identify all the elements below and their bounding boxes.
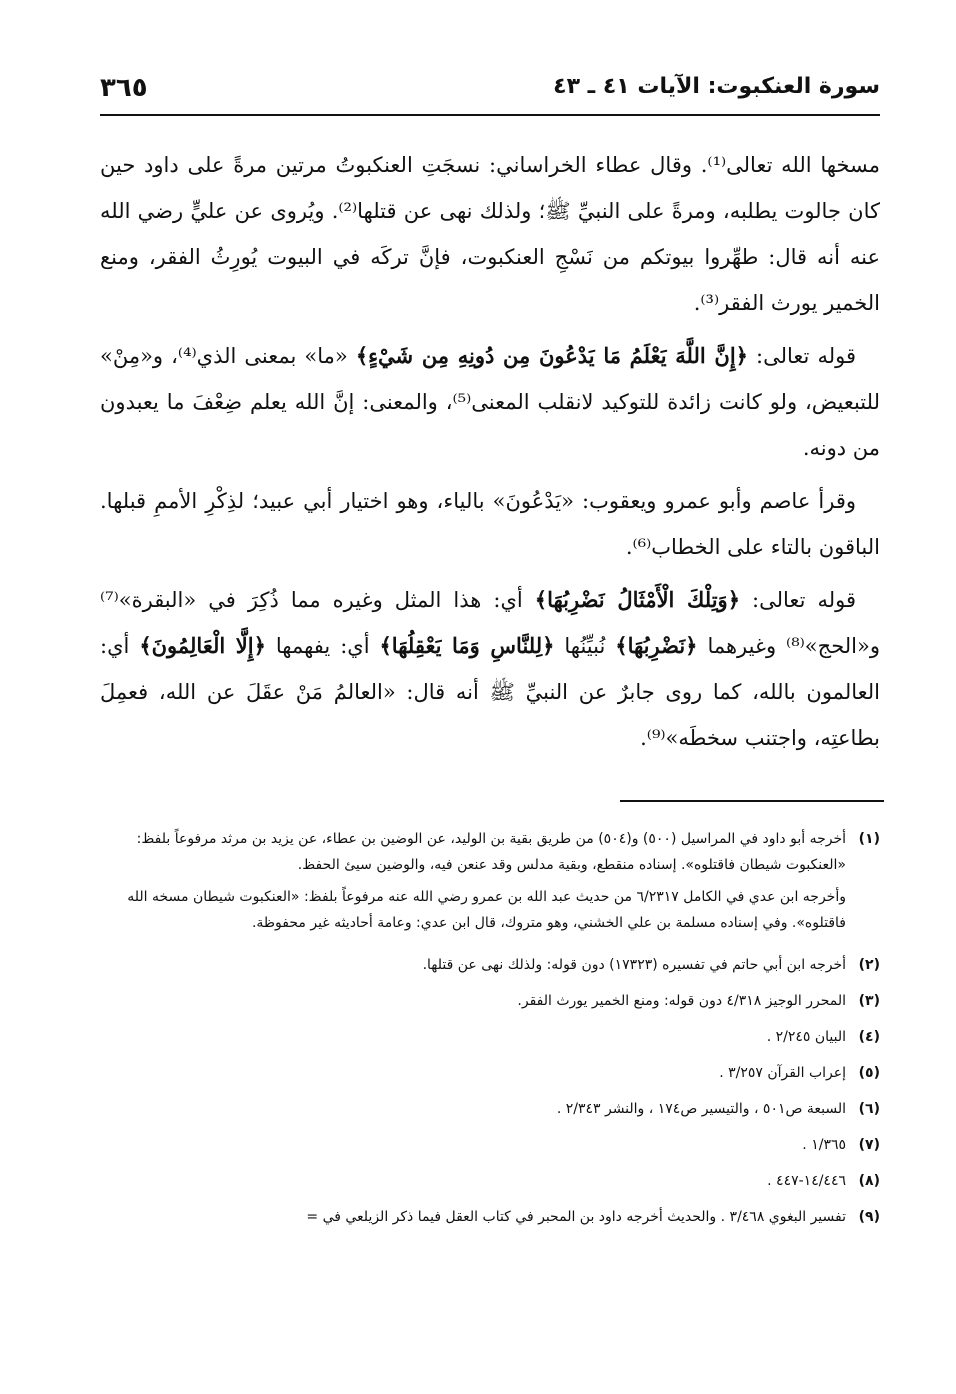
paragraph-4-intro: قوله تعالى: [740, 588, 856, 612]
footnote-text-part: أخرجه أبو داود في المراسيل (٥٠٠) و(٥٠٤) من طريق بقية بن الوليد، عن الوضين بن عطاء، عن يزيد بن مرثد مرفوعاً بلفظ: «العنكبوت شيطان فاقتلوه». إسناده منقطع، وبقية مدلس وقد عنعن فيه، والوضين سيئ الحفظ. [136, 831, 846, 873]
quran-verse: ﴿لِلنَّاسِ وَمَا يَعْقِلُهَا﴾ [379, 633, 555, 658]
footnote-number: (٥) [858, 1065, 880, 1081]
footnote-7 [100, 1132, 880, 1158]
paragraph-2 [100, 333, 880, 471]
footnote-number: (٨) [858, 1173, 880, 1189]
footnote-text: ١/٣٦٥ . [802, 1137, 846, 1153]
paragraph-4-rest: أي: العالمون بالله، كما روى جابرٌ عن النبيِّ ﷺ أنه قال: «العالمُ مَنْ عقَلَ عن الله، فعمِلَ بطاعتِه، واجتنب سخطَه»⁽⁹⁾. [100, 634, 880, 750]
footnote-3 [100, 988, 880, 1014]
footnote-text: المحرر الوجيز ٤/٣١٨ دون قوله: ومنع الخمير يورث الفقر. [517, 993, 846, 1009]
footnote-text: إعراب القرآن ٣/٢٥٧ . [719, 1065, 846, 1081]
footnote-4 [100, 1024, 880, 1050]
page-header [100, 70, 880, 116]
footnote-text [100, 826, 846, 942]
page-number: ٣٦٥ [100, 73, 148, 103]
footnote-9 [100, 1204, 880, 1230]
footnote-number: (٩) [858, 1209, 880, 1225]
footnote-number: (١) [858, 831, 880, 847]
footnote-6 [100, 1096, 880, 1122]
footnote-5 [100, 1060, 880, 1086]
paragraph-4-mid: أي: هذا المثل وغيره مما ذُكِرَ في «البقرة»⁽⁷⁾ و«الحج»⁽⁸⁾ وغيرهما [100, 588, 880, 658]
footnote-text: ١٤/٤٤٦-٤٤٧ . [767, 1173, 846, 1189]
footnote-text: تفسير البغوي ٣/٤٦٨ . والحديث أخرجه داود بن المحبر في كتاب العقل فيما ذكر الزيلعي في = [306, 1209, 846, 1225]
footnote-divider [620, 800, 884, 802]
footnote-1 [100, 826, 880, 942]
main-text [100, 142, 880, 768]
paragraph-3: وقرأ عاصم وأبو عمرو ويعقوب: «يَدْعُونَ» بالياء، وهو اختيار أبي عبيد؛ لذِكْرِ الأممِ قبلها. الباقون بالتاء على الخطاب⁽⁶⁾. [100, 489, 880, 559]
footnote-2 [100, 952, 880, 978]
footnote-text-part: وأخرجه ابن عدي في الكامل ٦/٢٣١٧ من حديث عبد الله بن عمرو رضي الله عنه مرفوعاً بلفظ: «العنكبوت شيطان مسخه الله فاقتلوه». وفي إسناده مسلمة بن علي الخشني، وهو متروك، قال ابن عدي: وعامة أحاديثه غير محفوظة. [127, 889, 846, 931]
footnote-number: (٢) [858, 957, 880, 973]
paragraph-4-mid: نُبيِّنُها [554, 634, 616, 658]
paragraph-4-mid: أي: يفهمها [265, 634, 380, 658]
paragraph-2-rest: «ما» بمعنى الذي⁽⁴⁾، و«مِنْ» للتبعيض، ولو كانت زائدة للتوكيد لانقلب المعنى⁽⁵⁾، والمعنى: إنَّ الله يعلم ضِعْفَ ما يعبدون من دونه. [100, 344, 880, 460]
quran-verse: ﴿إِلَّا الْعَالِمُونَ﴾ [139, 633, 266, 658]
footnote-number: (٣) [858, 993, 880, 1009]
footnote-number: (٤) [858, 1029, 880, 1045]
footnote-8 [100, 1168, 880, 1194]
quran-verse: ﴿إِنَّ اللَّهَ يَعْلَمُ مَا يَدْعُونَ مِن دُونِهِ مِن شَيْءٍ﴾ [355, 343, 748, 368]
paragraph-1: مسخها الله تعالى⁽¹⁾. وقال عطاء الخراساني: نسجَتِ العنكبوتُ مرتين مرةً على داود حين كان جالوت يطلبه، ومرةً على النبيِّ ﷺ؛ ولذلك نهى عن قتلها⁽²⁾. ويُروى عن عليٍّ رضي الله عنه أنه قال: طهِّروا بيوتكم من نَسْجِ العنكبوت، فإنَّ تركَه في البيوت يُورِثُ الفقر، ومنع الخمير يورث الفقر⁽³⁾. [100, 153, 880, 315]
quran-verse: ﴿وَتِلْكَ الْأَمْثَالُ نَضْرِبُهَا﴾ [534, 587, 741, 612]
footnote-number: (٧) [858, 1137, 880, 1153]
quran-verse: ﴿نَضْرِبُهَا﴾ [615, 633, 698, 658]
footnote-number: (٦) [858, 1101, 880, 1117]
footnote-text: أخرجه ابن أبي حاتم في تفسيره (١٧٣٢٣) دون قوله: ولذلك نهى عن قتلها. [422, 957, 846, 973]
footnote-text: البيان ٢/٢٤٥ . [766, 1029, 846, 1045]
paragraph-2-intro: قوله تعالى: [747, 344, 857, 368]
running-title: سورة العنكبوت: الآيات ٤١ ـ ٤٣ [553, 74, 880, 99]
footnote-text: السبعة ص٥٠١ ، والتيسير ص١٧٤ ، والنشر ٢/٣٤٣ . [556, 1101, 846, 1117]
paragraph-4 [100, 577, 880, 761]
footnotes [100, 826, 880, 1240]
